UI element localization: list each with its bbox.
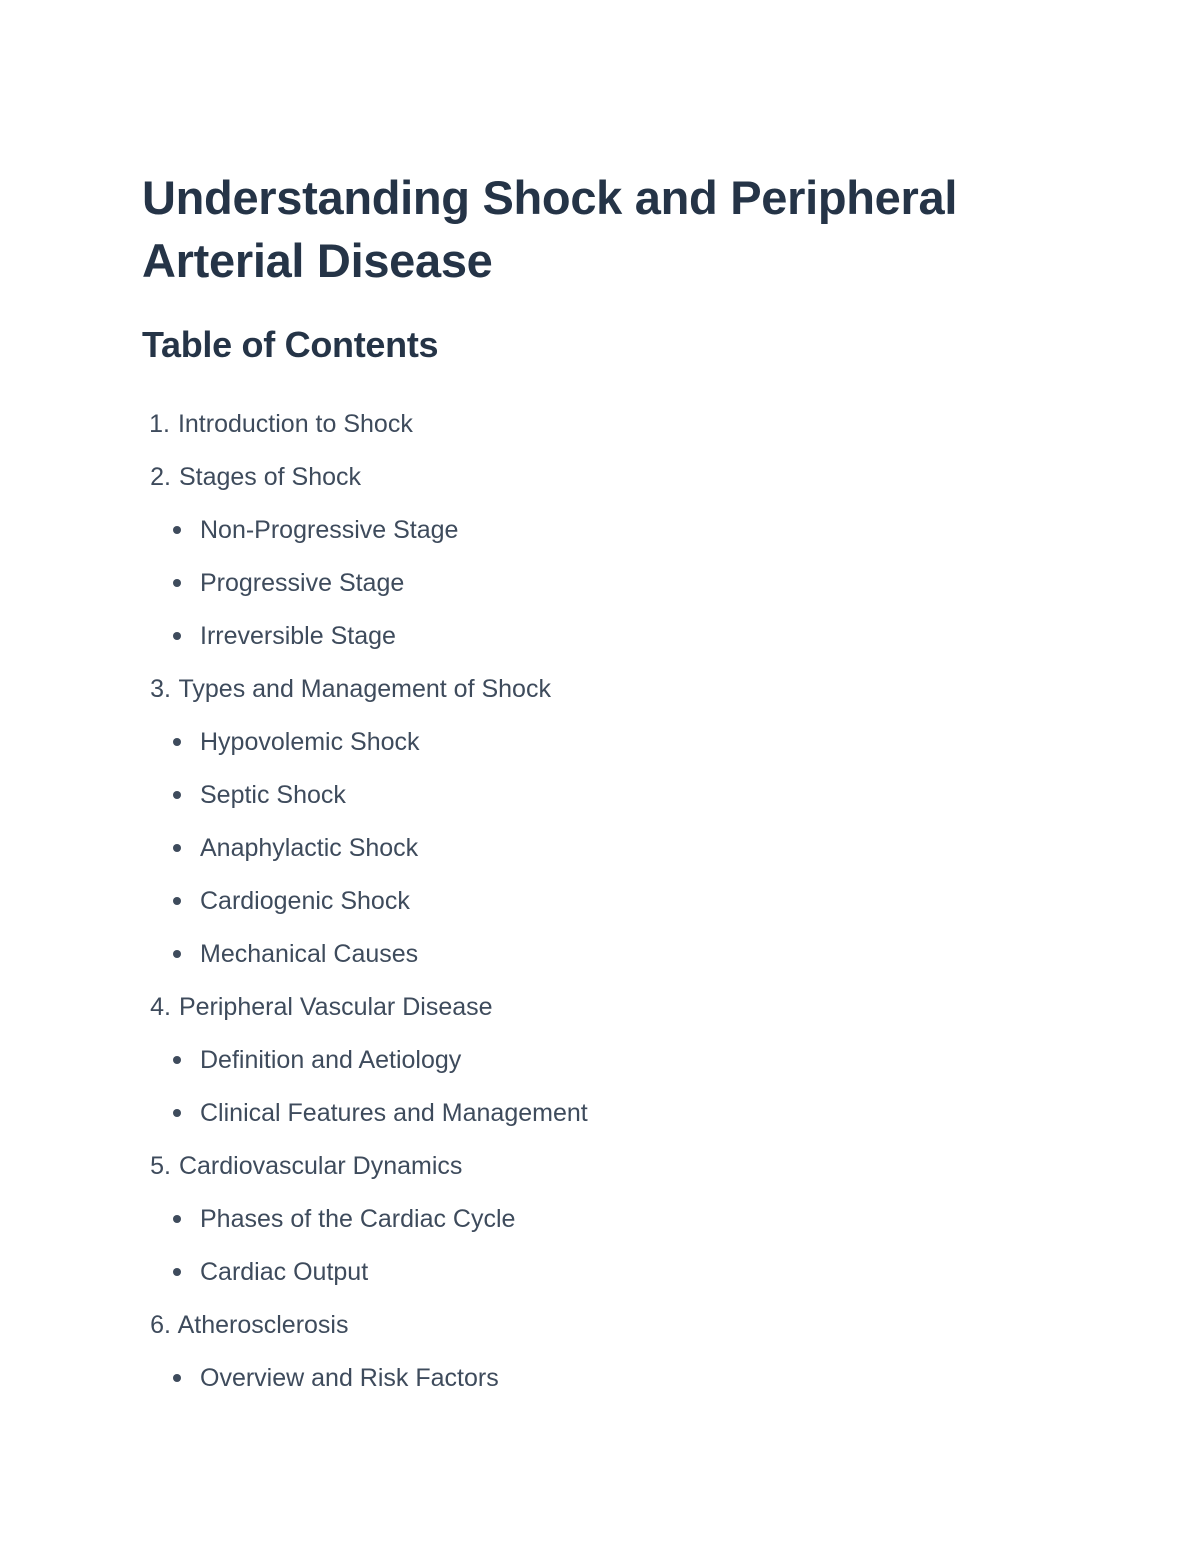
toc-subsection-label: Phases of the Cardiac Cycle [200, 1205, 516, 1233]
toc-subsection-label: Cardiogenic Shock [200, 887, 410, 915]
toc-section-number: 2. [150, 463, 171, 491]
toc-subsection-item [142, 557, 1042, 610]
bullet-icon [173, 1215, 181, 1223]
toc-subsection-item [142, 1087, 1042, 1140]
toc-subsection-label: Mechanical Causes [200, 940, 419, 968]
table-of-contents [142, 398, 1042, 1405]
bullet-icon [173, 1056, 181, 1064]
toc-section-label: Atherosclerosis [177, 1311, 349, 1339]
bullet-icon [173, 632, 181, 640]
bullet-icon [173, 1374, 181, 1382]
toc-subsection-item [142, 716, 1042, 769]
document-title: Understanding Shock and Peripheral Arterial Disease [142, 171, 958, 287]
bullet-icon [173, 791, 181, 799]
document-page [142, 166, 1042, 1405]
toc-section-number: 1. [149, 410, 170, 438]
toc-subsection-item [142, 1246, 1042, 1299]
toc-subsection-item [142, 875, 1042, 928]
toc-subsection-list [142, 504, 1042, 663]
toc-subsection-label: Definition and Aetiology [200, 1046, 462, 1074]
toc-subsection-item [142, 610, 1042, 663]
toc-heading: Table of Contents [142, 324, 439, 365]
toc-section-label: Types and Management of Shock [178, 675, 551, 703]
toc-subsection-item [142, 1193, 1042, 1246]
toc-subsection-label: Anaphylactic Shock [200, 834, 419, 862]
bullet-icon [173, 526, 181, 534]
toc-subsection-item [142, 1034, 1042, 1087]
toc-subsection-list [142, 716, 1042, 981]
bullet-icon [173, 950, 181, 958]
toc-subsection-label: Hypovolemic Shock [200, 728, 420, 756]
toc-section-item [142, 981, 1042, 1140]
bullet-icon [173, 579, 181, 587]
toc-subsection-label: Cardiac Output [200, 1258, 369, 1286]
toc-section-number: 6. [150, 1311, 171, 1339]
toc-section-item [142, 663, 1042, 981]
toc-subsection-label: Septic Shock [200, 781, 346, 809]
toc-subsection-label: Clinical Features and Management [200, 1099, 588, 1127]
toc-section-number: 4. [150, 993, 171, 1021]
toc-section-number: 5. [150, 1152, 171, 1180]
bullet-icon [173, 897, 181, 905]
toc-section-label: Introduction to Shock [177, 410, 413, 438]
toc-subsection-label: Overview and Risk Factors [200, 1364, 499, 1392]
toc-subsection-item [142, 769, 1042, 822]
toc-subsection-item [142, 1352, 1042, 1405]
bullet-icon [173, 844, 181, 852]
toc-subsection-list [142, 1352, 1042, 1405]
toc-subsection-label: Non-Progressive Stage [200, 516, 459, 544]
toc-subsection-label: Progressive Stage [200, 569, 405, 597]
bullet-icon [173, 738, 181, 746]
toc-section-item [142, 451, 1042, 663]
toc-subsection-label: Irreversible Stage [200, 622, 396, 650]
toc-section-label: Stages of Shock [178, 463, 362, 491]
toc-subsection-item [142, 822, 1042, 875]
toc-section-item [142, 398, 1042, 451]
toc-subsection-list [142, 1193, 1042, 1299]
toc-subsection-list [142, 1034, 1042, 1140]
toc-subsection-item [142, 928, 1042, 981]
bullet-icon [173, 1109, 181, 1117]
toc-section-item [142, 1299, 1042, 1405]
toc-section-label: Peripheral Vascular Disease [178, 993, 493, 1021]
toc-section-item [142, 1140, 1042, 1299]
toc-subsection-item [142, 504, 1042, 557]
bullet-icon [173, 1268, 181, 1276]
toc-section-label: Cardiovascular Dynamics [178, 1152, 463, 1180]
toc-section-number: 3. [150, 675, 171, 703]
